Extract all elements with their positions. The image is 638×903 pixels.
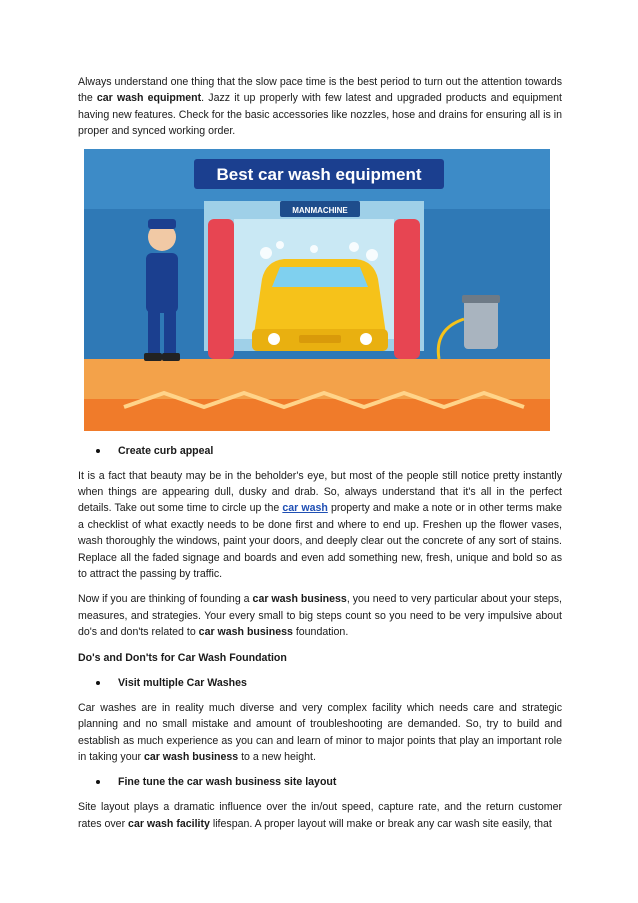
intro-text-2: . Jazz it up properly with few latest and upgraded products and equipment having new features. Check for the basic accessories like nozzles, hose and drains for ensuring all is in proper and synced working order. — [78, 92, 562, 138]
layout-text-2: lifespan. A proper layout will make or break any car wash site easily, that — [209, 817, 552, 830]
bullet-site-layout — [92, 774, 562, 790]
intro-bold-1: car wash equipment — [96, 92, 202, 105]
bullet-label: Visit multiple Car Washes — [118, 676, 247, 689]
intro-paragraph — [78, 74, 562, 140]
layout-text-1: Site layout plays a dramatic influence over the in/out speed, capture rate, and the return customer rates over — [78, 801, 562, 830]
founding-text-2: , you need to very particular about your steps, measures, and strategies. Your every small to big steps count so you need to be very impulsive about do's and don'ts related to — [78, 593, 562, 639]
bullet-visit-washes — [92, 675, 562, 691]
bullet-label: Create curb appeal — [118, 444, 214, 457]
bullet-dot — [96, 780, 100, 784]
founding-paragraph — [78, 591, 562, 640]
right-brush — [394, 219, 420, 359]
bullet-dot — [96, 449, 100, 453]
banner-title: Best car wash equipment — [216, 164, 422, 184]
layout-paragraph — [78, 799, 562, 832]
left-brush — [208, 219, 234, 359]
worker-body — [146, 253, 178, 313]
curb-text-2: property and make a note or in other terms make a checklist of what exactly needs to be done first and where to end up. Freshen up the flower vases, wash thoroughly the windows, paint your doors, and deeply clear out the concrete of any sort of stains. Replace all the faded signage and boards and even add something new, fresh, unique and bold so as to attract the passing by traffic. — [78, 502, 562, 581]
multiple-paragraph — [78, 700, 562, 766]
intro-text-1: Always understand one thing that the slow pace time is the best period to turn out the attention towards the — [78, 76, 562, 105]
founding-text-3: foundation. — [292, 626, 349, 639]
document-page — [78, 74, 562, 841]
multiple-text-1: Car washes are in reality much diverse and very complex facility which needs care and strategic planning and no small mistake and amount of troubleshooting are demanded. So, try to build and establish as much experience as you can and learn of minor to major points that play an important role in taking your — [78, 701, 562, 763]
multiple-text-2: to a new height. — [238, 750, 316, 763]
founding-bold-1: car wash business — [252, 593, 347, 606]
founding-text-1: Now if you are thinking of founding a — [78, 593, 253, 606]
bullet-dot — [96, 681, 100, 685]
curb-paragraph — [78, 468, 562, 583]
bullet-curb-appeal — [92, 443, 562, 459]
sign-text: MANMACHINE — [292, 205, 348, 215]
vacuum-cleaner — [464, 299, 498, 349]
founding-bold-2: car wash business — [198, 626, 293, 639]
bullet-label: Fine tune the car wash business site layout — [118, 776, 337, 789]
car-wash-link[interactable]: car wash — [282, 502, 328, 515]
layout-bold-1: car wash facility — [128, 817, 210, 830]
car-wash-illustration — [84, 149, 550, 431]
multiple-bold-1: car wash business — [143, 750, 239, 763]
curb-text-1: It is a fact that beauty may be in the beholder's eye, but most of the people still notice pretty instantly when things are appearing dull, dusky and drab. So, always understand that it's all in the perfect details. Take out some time to circle up the — [78, 469, 562, 515]
section-heading: Do's and Don'ts for Car Wash Foundation — [78, 651, 287, 664]
